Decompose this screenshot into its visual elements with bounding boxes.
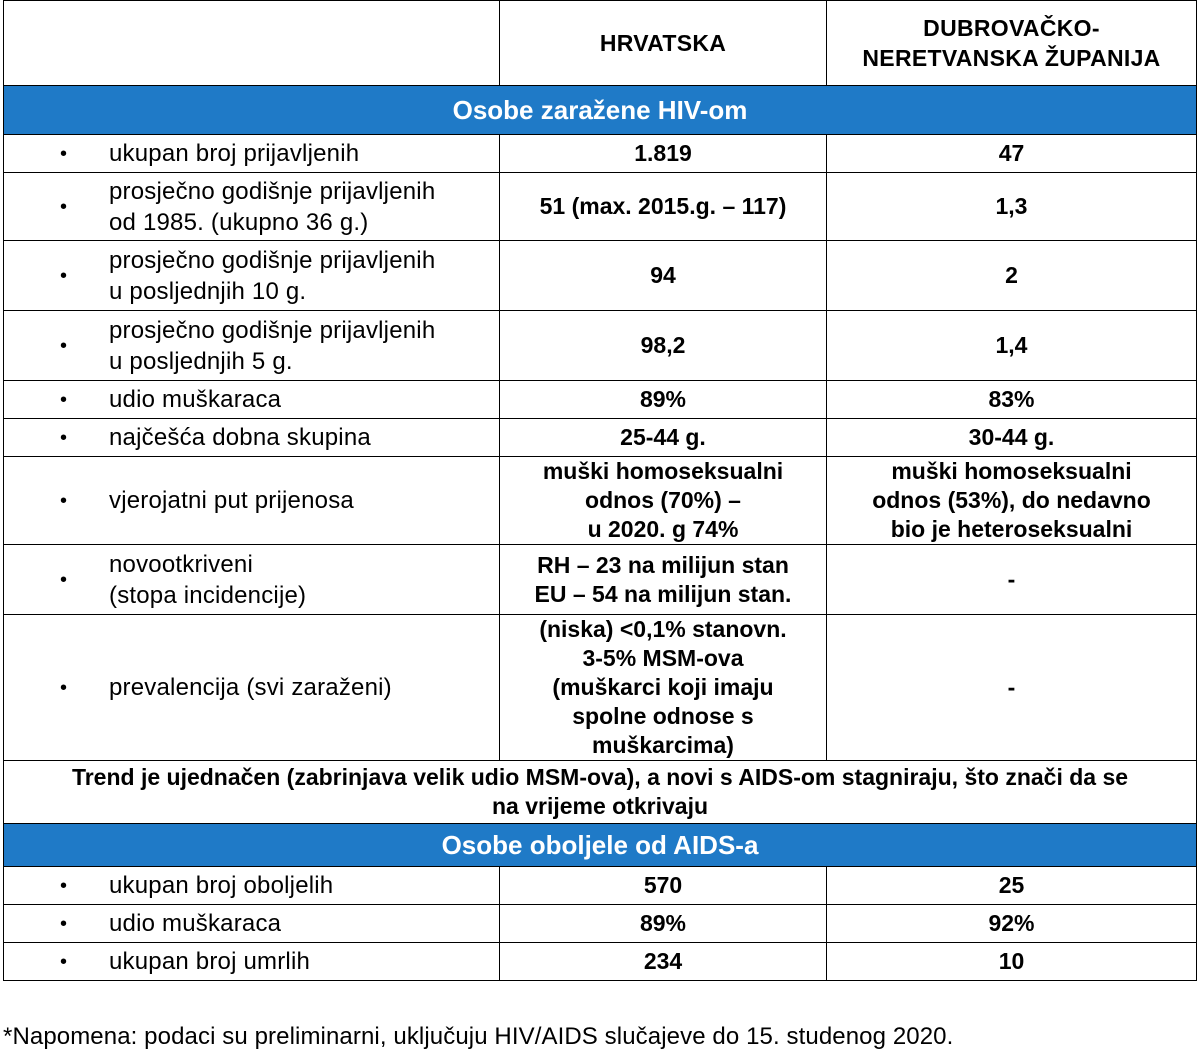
county-value-line: - bbox=[1007, 566, 1016, 592]
row-label bbox=[4, 867, 500, 905]
hrvatska-value bbox=[500, 457, 827, 545]
county-value-line: 30-44 g. bbox=[968, 424, 1055, 450]
hrvatska-value-line: (muškarci koji imaju bbox=[552, 674, 774, 700]
table-row bbox=[4, 419, 1197, 457]
bullet-icon: • bbox=[60, 388, 68, 411]
county-value-line: 10 bbox=[998, 948, 1025, 974]
hrvatska-value bbox=[500, 615, 827, 761]
table-row bbox=[4, 173, 1197, 241]
aids-rows bbox=[4, 867, 1197, 981]
row-label-line: prosječno godišnje prijavljenih bbox=[109, 177, 436, 205]
statistics-table bbox=[3, 0, 1197, 981]
trend-note-line-1: Trend je ujednačen (zabrinjava velik udio MSM-ova), a novi s AIDS-om stagniraju, što znači da se bbox=[71, 764, 1129, 790]
hrvatska-value bbox=[500, 867, 827, 905]
hrvatska-value-line: (niska) <0,1% stanovn. bbox=[539, 616, 787, 642]
hrvatska-value-line: 3-5% MSM-ova bbox=[582, 645, 744, 671]
row-label bbox=[4, 381, 500, 419]
table-row bbox=[4, 457, 1197, 545]
bullet-icon: • bbox=[60, 264, 68, 287]
row-label bbox=[4, 457, 500, 545]
bullet-icon: • bbox=[60, 195, 68, 218]
bullet-icon: • bbox=[60, 912, 68, 935]
table-row bbox=[4, 311, 1197, 381]
county-value bbox=[827, 135, 1197, 173]
hrvatska-value bbox=[500, 241, 827, 311]
county-value bbox=[827, 943, 1197, 981]
table-row bbox=[4, 867, 1197, 905]
bullet-icon: • bbox=[60, 874, 68, 897]
bullet-icon: • bbox=[60, 426, 68, 449]
header-county-line-1: DUBROVAČKO- bbox=[923, 15, 1100, 41]
county-value-line: 2 bbox=[1005, 262, 1018, 288]
row-label-line: novootkriveni bbox=[109, 550, 254, 578]
table-row bbox=[4, 615, 1197, 761]
section-hiv-title: Osobe zaražene HIV-om bbox=[4, 86, 1197, 135]
county-value-line: 47 bbox=[998, 140, 1025, 166]
hrvatska-value bbox=[500, 173, 827, 241]
hrvatska-value bbox=[500, 135, 827, 173]
row-label-line: vjerojatni put prijenosa bbox=[109, 487, 354, 514]
hrvatska-value-line: 98,2 bbox=[640, 332, 686, 358]
row-label-line: udio muškaraca bbox=[109, 910, 282, 937]
trend-note-line-2: na vrijeme otkrivaju bbox=[491, 793, 709, 819]
hrvatska-value-line: 25-44 g. bbox=[620, 424, 706, 450]
county-value-line: 1,3 bbox=[995, 193, 1028, 219]
row-label bbox=[4, 311, 500, 381]
county-value bbox=[827, 419, 1197, 457]
county-value-line: 83% bbox=[988, 386, 1035, 412]
header-hrvatska-label: HRVATSKA bbox=[599, 30, 727, 56]
hrvatska-value-line: 89% bbox=[639, 386, 687, 412]
row-label-line: u posljednjih 5 g. bbox=[109, 347, 293, 375]
county-value-line: 92% bbox=[988, 910, 1035, 936]
table-row bbox=[4, 135, 1197, 173]
county-value-line: bio je heteroseksualni bbox=[890, 516, 1133, 542]
row-label-line: ukupan broj oboljelih bbox=[109, 872, 334, 899]
county-value-line: odnos (53%), do nedavno bbox=[872, 487, 1151, 513]
section-aids-band bbox=[4, 824, 1197, 867]
row-label-line: prosječno godišnje prijavljenih bbox=[109, 316, 436, 344]
hrvatska-value bbox=[500, 545, 827, 615]
row-label bbox=[4, 545, 500, 615]
header-hrvatska bbox=[500, 1, 827, 86]
row-label bbox=[4, 135, 500, 173]
county-value bbox=[827, 311, 1197, 381]
row-label bbox=[4, 615, 500, 761]
county-value bbox=[827, 381, 1197, 419]
hrvatska-value bbox=[500, 311, 827, 381]
trend-note-row bbox=[4, 761, 1197, 824]
row-label bbox=[4, 241, 500, 311]
table-header-row bbox=[4, 1, 1197, 86]
table-row bbox=[4, 943, 1197, 981]
county-value bbox=[827, 241, 1197, 311]
hrvatska-value-line: EU – 54 na milijun stan. bbox=[534, 580, 792, 607]
row-label bbox=[4, 943, 500, 981]
hrvatska-value-line: u 2020. g 74% bbox=[587, 516, 739, 542]
county-value bbox=[827, 905, 1197, 943]
county-value bbox=[827, 867, 1197, 905]
row-label-line: prevalencija (svi zaraženi) bbox=[109, 674, 392, 701]
hrvatska-value bbox=[500, 943, 827, 981]
hrvatska-value-line: RH – 23 na milijun stan bbox=[537, 551, 789, 578]
row-label bbox=[4, 905, 500, 943]
row-label-line: prosječno godišnje prijavljenih bbox=[109, 246, 436, 274]
section-hiv-band bbox=[4, 86, 1197, 135]
hrvatska-value-line: 94 bbox=[650, 262, 676, 288]
bullet-icon: • bbox=[60, 568, 68, 591]
bullet-icon: • bbox=[60, 142, 68, 165]
row-label-line: (stopa incidencije) bbox=[109, 581, 307, 609]
hiv-rows bbox=[4, 135, 1197, 761]
row-label-line: ukupan broj umrlih bbox=[109, 948, 311, 975]
hrvatska-value bbox=[500, 381, 827, 419]
row-label-line: od 1985. (ukupno 36 g.) bbox=[109, 208, 369, 236]
header-county-line-2: NERETVANSKA ŽUPANIJA bbox=[862, 45, 1161, 71]
hrvatska-value bbox=[500, 905, 827, 943]
bullet-icon: • bbox=[60, 489, 68, 512]
hrvatska-value-line: 51 (max. 2015.g. – 117) bbox=[539, 193, 787, 219]
hrvatska-value-line: spolne odnose s bbox=[572, 703, 754, 729]
hrvatska-value-line: 89% bbox=[639, 910, 687, 936]
table-row bbox=[4, 545, 1197, 615]
bullet-icon: • bbox=[60, 334, 68, 357]
county-value-line: muški homoseksualni bbox=[891, 458, 1132, 484]
row-label-line: najčešća dobna skupina bbox=[109, 424, 371, 451]
hrvatska-value-line: 570 bbox=[643, 872, 683, 898]
row-label-line: udio muškaraca bbox=[109, 386, 282, 413]
hrvatska-value-line: 1.819 bbox=[634, 140, 692, 166]
header-dubrovacko-neretvanska bbox=[827, 1, 1197, 86]
bullet-icon: • bbox=[60, 676, 68, 699]
county-value bbox=[827, 615, 1197, 761]
row-label-line: ukupan broj prijavljenih bbox=[109, 140, 360, 167]
footnote: *Napomena: podaci su preliminarni, uključuju HIV/AIDS slučajeve do 15. studenog 2020. bbox=[3, 1023, 954, 1050]
row-label-line: u posljednjih 10 g. bbox=[109, 277, 307, 305]
county-value bbox=[827, 545, 1197, 615]
county-value-line: 1,4 bbox=[995, 332, 1028, 358]
header-empty-cell bbox=[4, 1, 500, 86]
table-row bbox=[4, 905, 1197, 943]
row-label bbox=[4, 173, 500, 241]
table-row bbox=[4, 381, 1197, 419]
bullet-icon: • bbox=[60, 950, 68, 973]
county-value-line: - bbox=[1007, 674, 1016, 700]
county-value-line: 25 bbox=[998, 872, 1025, 898]
row-label bbox=[4, 419, 500, 457]
hrvatska-value-line: muškarcima) bbox=[592, 732, 734, 758]
table-row bbox=[4, 241, 1197, 311]
hrvatska-value-line: odnos (70%) – bbox=[585, 487, 741, 513]
hrvatska-value-line: muški homoseksualni bbox=[542, 458, 784, 484]
trend-note bbox=[4, 761, 1197, 824]
section-aids-title: Osobe oboljele od AIDS-a bbox=[4, 824, 1197, 867]
hrvatska-value-line: 234 bbox=[643, 948, 683, 974]
county-value bbox=[827, 457, 1197, 545]
county-value bbox=[827, 173, 1197, 241]
hrvatska-value bbox=[500, 419, 827, 457]
